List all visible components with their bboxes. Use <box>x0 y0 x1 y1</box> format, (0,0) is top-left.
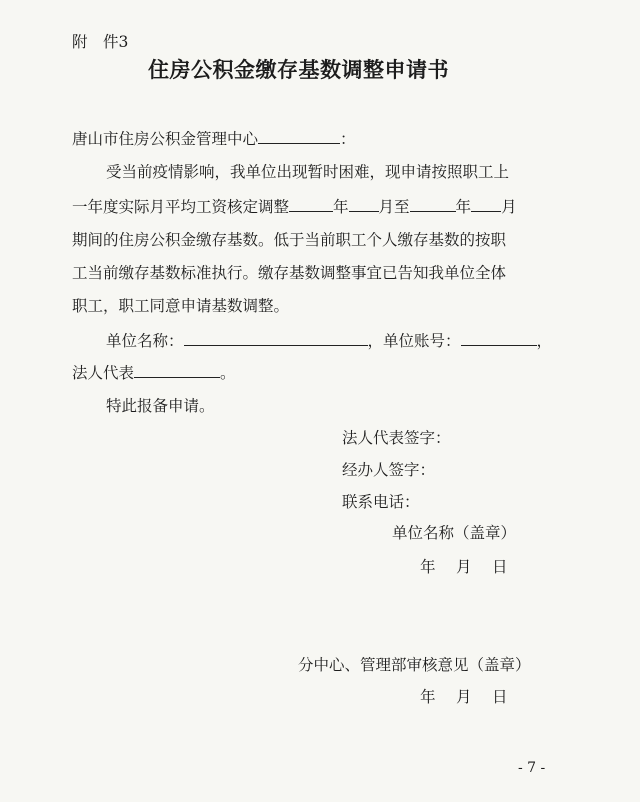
addressee-suffix: ： <box>340 130 356 148</box>
unit-account-blank <box>461 330 537 346</box>
blank-year-1 <box>289 196 333 212</box>
body-line-4: 工当前缴存基数标准执行。缴存基数调整事宜已告知我单位全体 <box>72 264 507 282</box>
blank-month-1 <box>349 196 379 212</box>
body-line-2-prefix: 一年度实际月平均工资核定调整 <box>72 198 290 216</box>
addressee <box>72 128 356 149</box>
closing-text: 特此报备申请。 <box>106 397 215 415</box>
page-number: - 7 - <box>518 760 546 776</box>
year-1-label: 年 <box>333 198 349 216</box>
body-line-1: 受当前疫情影响，我单位出现暂时困难，现申请按照职工上 <box>106 163 510 181</box>
month-to-label: 月至 <box>378 198 410 216</box>
body-line-5: 职工，职工同意申请基数调整。 <box>72 297 290 315</box>
body-line-2 <box>72 196 517 217</box>
unit-account-label: ，单位账号： <box>367 332 461 350</box>
contact-phone-label: 联系电话： <box>342 493 420 511</box>
review-date: 年 月 日 <box>420 688 511 706</box>
unit-name-label: 单位名称： <box>106 332 184 350</box>
month-end-label: 月 <box>501 198 517 216</box>
blank-month-2 <box>471 196 501 212</box>
legal-rep-signature-label: 法人代表签字： <box>342 429 451 447</box>
legal-rep-line <box>72 362 236 383</box>
unit-info-line <box>106 330 552 351</box>
unit-name-blank <box>184 330 368 346</box>
legal-rep-period: 。 <box>220 364 236 382</box>
addressee-blank <box>258 128 340 144</box>
legal-rep-blank <box>134 362 220 378</box>
document-title: 住房公积金缴存基数调整申请书 <box>148 57 449 82</box>
unit-seal-label: 单位名称（盖章） <box>392 524 517 542</box>
year-2-label: 年 <box>455 198 472 216</box>
unit-info-comma: ， <box>536 332 553 350</box>
review-opinion-label: 分中心、管理部审核意见（盖章） <box>298 656 531 674</box>
legal-rep-label: 法人代表 <box>72 364 135 382</box>
body-line-3: 期间的住房公积金缴存基数。低于当前职工个人缴存基数的按职 <box>72 231 507 249</box>
blank-year-2 <box>410 196 456 212</box>
handler-signature-label: 经办人签字： <box>342 461 436 479</box>
signature-date: 年 月 日 <box>420 558 511 576</box>
attachment-label: 附 件3 <box>72 33 129 51</box>
addressee-prefix: 唐山市住房公积金管理中心 <box>72 130 259 148</box>
